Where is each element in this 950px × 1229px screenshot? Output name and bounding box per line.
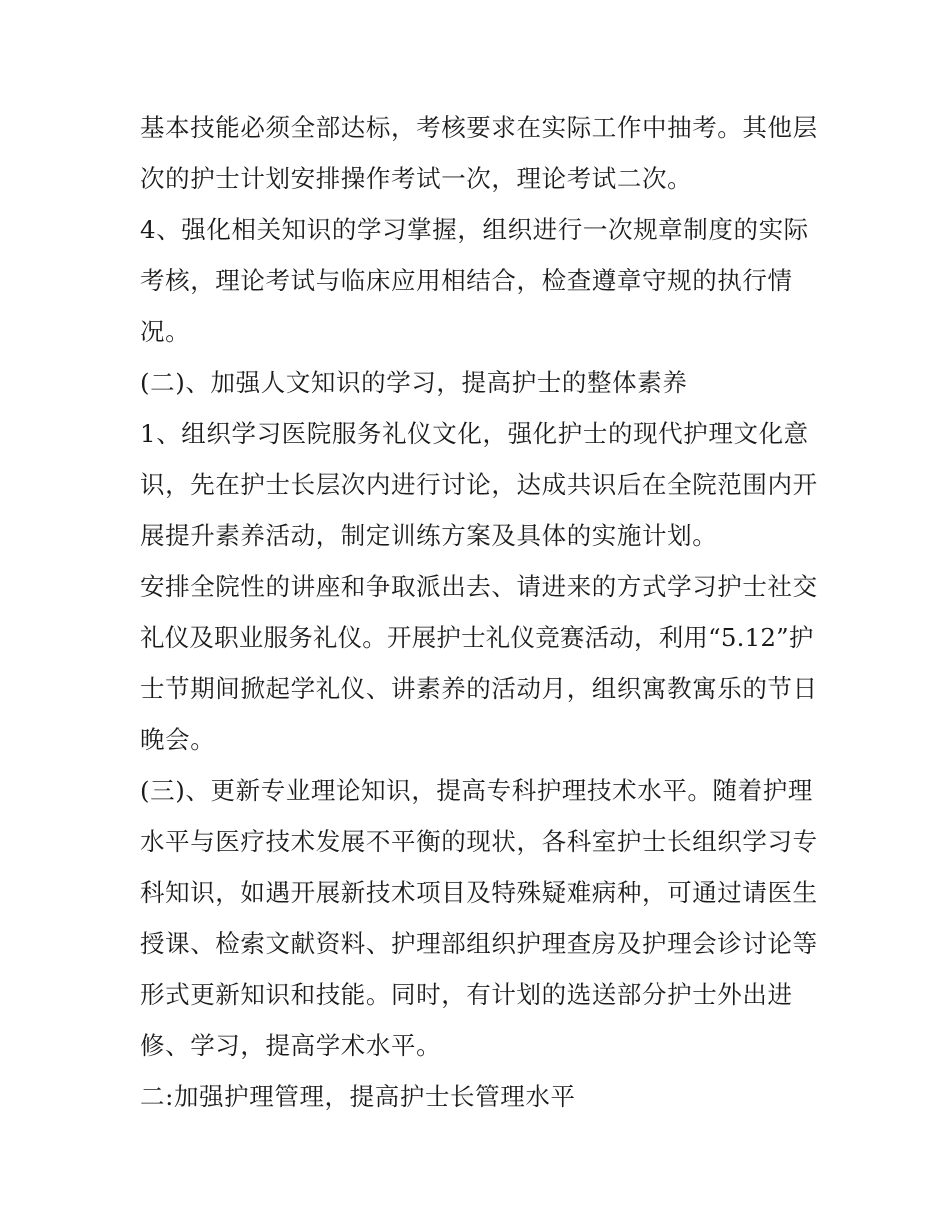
text-line: 形式更新知识和技能。同时，有计划的选送部分护士外出进 bbox=[140, 980, 793, 1009]
text-line: 次的护士计划安排操作考试一次，理论考试二次。 bbox=[140, 164, 693, 193]
text-line: 基本技能必须全部达标，考核要求在实际工作中抽考。其他层 bbox=[140, 113, 818, 142]
section-heading: (三)、更新专业理论知识，提高专科护理技术水平。随着护理 bbox=[140, 776, 813, 805]
section-heading: 二:加强护理管理，提高护士长管理水平 bbox=[140, 1082, 576, 1111]
text-line: 科知识，如遇开展新技术项目及特殊疑难病种，可通过请医生 bbox=[140, 878, 818, 907]
text-line: 识，先在护士长层次内进行讨论，达成共识后在全院范围内开 bbox=[140, 470, 818, 499]
text-line: 考核，理论考试与临床应用相结合，检查遵章守规的执行情 bbox=[140, 266, 793, 295]
text-line: 4、强化相关知识的学习掌握，组织进行一次规章制度的实际 bbox=[140, 215, 809, 244]
text-line: 况。 bbox=[140, 317, 191, 346]
text-line: 士节期间掀起学礼仪、讲素养的活动月，组织寓教寓乐的节日 bbox=[140, 674, 818, 703]
text-line: 礼仪及职业服务礼仪。开展护士礼仪竞赛活动，利用“5.12”护 bbox=[140, 623, 814, 652]
text-line: 安排全院性的讲座和争取派出去、请进来的方式学习护士社交 bbox=[140, 572, 818, 601]
text-line: 授课、检索文献资料、护理部组织护理查房及护理会诊讨论等 bbox=[140, 929, 818, 958]
text-line: 1、组织学习医院服务礼仪文化，强化护士的现代护理文化意 bbox=[140, 419, 809, 448]
text-line: 展提升素养活动，制定训练方案及具体的实施计划。 bbox=[140, 521, 718, 550]
text-line: 修、学习，提高学术水平。 bbox=[140, 1031, 442, 1060]
document-body bbox=[140, 102, 820, 1122]
text-line: 晚会。 bbox=[140, 725, 216, 754]
text-line: 水平与医疗技术发展不平衡的现状，各科室护士长组织学习专 bbox=[140, 827, 818, 856]
section-heading: (二)、加强人文知识的学习，提高护士的整体素养 bbox=[140, 368, 688, 397]
